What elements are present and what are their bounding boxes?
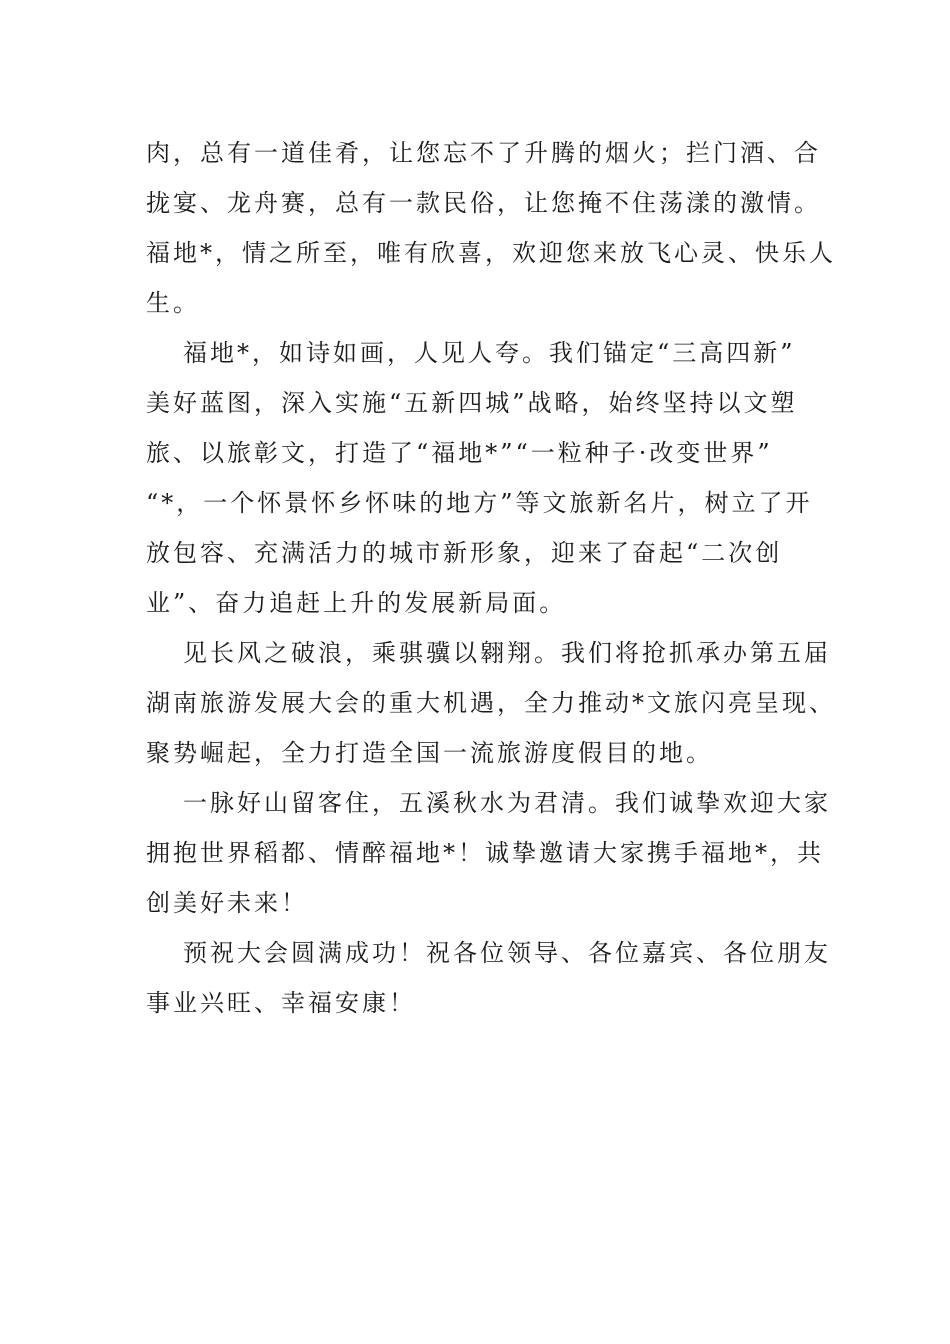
text-line: 拥抱世界稻都、情醉福地*！诚挚邀请大家携手福地*，共 <box>146 839 824 867</box>
text-line: 业”、奋力追赶上升的发展新局面。 <box>146 589 567 617</box>
paragraph-4 <box>146 778 831 928</box>
paragraph-1 <box>146 128 836 328</box>
text-line: 创美好未来！ <box>146 889 308 917</box>
document-body <box>146 128 836 1028</box>
paragraph-2 <box>146 328 813 628</box>
text-line: 事业兴旺、幸福安康！ <box>146 989 416 1017</box>
text-line: 福地*，情之所至，唯有欣喜，欢迎您来放飞心灵、快乐人 <box>146 239 836 267</box>
paragraph-5 <box>146 928 831 1028</box>
text-line: 预祝大会圆满成功！祝各位领导、各位嘉宾、各位朋友 <box>183 939 831 967</box>
text-line: 拢宴、龙舟赛，总有一款民俗，让您掩不住荡漾的激情。 <box>146 189 821 217</box>
text-line: 聚势崛起，全力打造全国一流旅游度假目的地。 <box>146 739 713 767</box>
text-line: 美好蓝图，深入实施“五新四城”战略，始终坚持以文塑 <box>146 389 798 417</box>
text-line: 肉，总有一道佳肴，让您忘不了升腾的烟火；拦门酒、合 <box>146 139 821 167</box>
text-line: 一脉好山留客住，五溪秋水为君清。我们诚挚欢迎大家 <box>183 789 831 817</box>
text-line: “*，一个怀景怀乡怀味的地方”等文旅新名片，树立了开 <box>146 489 813 517</box>
text-line: 见长风之破浪，乘骐骥以翱翔。我们将抢抓承办第五届 <box>183 639 831 667</box>
text-line: 放包容、充满活力的城市新形象，迎来了奋起“二次创 <box>146 539 783 567</box>
text-line: 福地*，如诗如画，人见人夸。我们锚定“三高四新” <box>183 339 796 367</box>
paragraph-3 <box>146 628 836 778</box>
text-line: 生。 <box>146 289 200 317</box>
text-line: 旅、以旅彰文，打造了“福地*”“一粒种子·改变世界” <box>146 439 773 467</box>
text-line: 湖南旅游发展大会的重大机遇，全力推动*文旅闪亮呈现、 <box>146 689 836 717</box>
